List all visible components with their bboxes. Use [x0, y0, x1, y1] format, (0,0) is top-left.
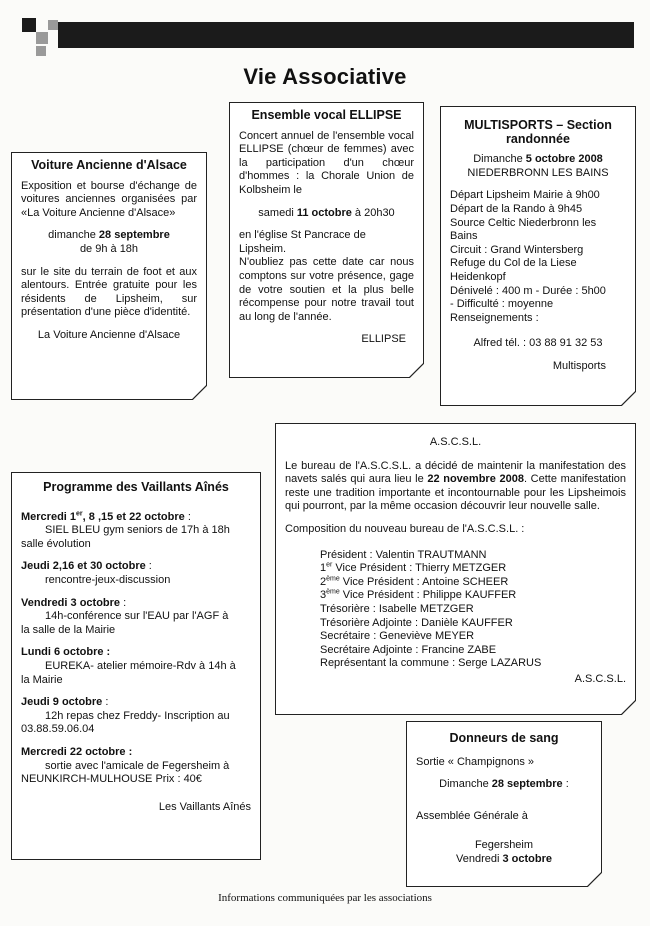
vaillants-title: Programme des Vaillants Aînés — [43, 480, 229, 494]
event-block: Mercredi 1er, 8 ,15 et 22 octobre : SIEL BLEU gym seniors de 17h à 18h salle évolution — [21, 509, 230, 550]
header-square-gray — [36, 32, 48, 44]
sang-outing: Sortie « Champignons » — [416, 755, 535, 768]
ascsl-intro: Le bureau de l'A.S.C.S.L. a décidé de maintenir la manifestation des navets salés qui aura lieu le 22 novembre 2008. Cette manifestation reste une tradition importante et incontournable pour les Lipsheimois qui pourront, par la même occasion découvrir leur nouvelle salle. — [285, 459, 627, 513]
member-line: Trésorière Adjointe : Danièle KAUFFER — [320, 616, 513, 629]
ellipse-notice — [229, 102, 424, 378]
ellipse-title: Ensemble vocal ELLIPSE — [251, 108, 402, 122]
page-title: Vie Associative — [243, 64, 407, 89]
multisports-details — [450, 189, 626, 325]
member-line: Secrétaire Adjointe : Francine ZABE — [320, 643, 497, 656]
detail-line: Dénivelé : 400 m - Durée : 5h00 — [450, 284, 606, 297]
multisports-title: MULTISPORTS – Section randonnée — [464, 118, 612, 146]
sang-place: Fegersheim — [474, 839, 534, 852]
detail-line: Refuge du Col de la Liese Heidenkopf — [450, 257, 577, 283]
multisports-place: NIEDERBRONN LES BAINS — [467, 166, 609, 179]
header-square-gray-3 — [36, 46, 46, 56]
member-line: 3ème Vice Président : Philippe KAUFFER — [320, 588, 517, 602]
sang-notice — [406, 721, 602, 887]
multisports-contact: Alfred tél. : 03 88 91 32 53 — [473, 337, 603, 350]
ellipse-signature: ELLIPSE — [361, 333, 406, 346]
voiture-intro: Exposition et bourse d'échange de voitures anciennes organisées par «La Voiture Ancienne d'Alsace» — [21, 179, 197, 219]
ascsl-title: A.S.C.S.L. — [429, 436, 482, 448]
page-fold-icon — [192, 385, 207, 400]
vaillants-signature: Les Vaillants Aînés — [158, 800, 251, 813]
event-block: Lundi 6 octobre : EUREKA- atelier mémoire-Rdv à 14h à la Mairie — [21, 646, 236, 686]
voiture-details: sur le site du terrain de foot et aux alentours. Entrée gratuite pour les résidents de Lipsheim, sur présentation d'une pièce d'identité. — [21, 265, 197, 319]
sang-assembly: Assemblée Générale à — [416, 809, 528, 822]
detail-line: Départ Lipsheim Mairie à 9h00 — [450, 189, 600, 202]
ellipse-date: samedi 11 octobre à 20h30 — [258, 206, 395, 219]
multisports-date: Dimanche 5 octobre 2008 — [473, 153, 603, 166]
header-bar — [58, 22, 634, 48]
vaillants-notice — [11, 472, 261, 860]
member-line: 2ème Vice Président : Antoine SCHEER — [320, 575, 509, 588]
detail-line: Circuit : Grand Wintersberg — [450, 243, 584, 256]
detail-line: Renseignements : — [450, 311, 539, 324]
voiture-time: de 9h à 18h — [79, 242, 139, 255]
detail-line: Départ de la Rando à 9h45 — [450, 202, 583, 215]
page-fold-icon — [587, 872, 602, 887]
voiture-date: dimanche 28 septembre — [48, 229, 170, 242]
footer-note: Informations communiquées par les associations — [218, 892, 432, 904]
member-line: Président : Valentin TRAUTMANN — [320, 548, 487, 561]
voiture-title: Voiture Ancienne d'Alsace — [31, 158, 187, 172]
member-line: Représentant la commune : Serge LAZARUS — [320, 657, 542, 670]
detail-line: - Difficulté : moyenne — [450, 298, 554, 311]
member-line: Secrétaire : Geneviève MEYER — [320, 630, 475, 643]
event-block: Jeudi 9 octobre : 12h repas chez Freddy- Inscription au 03.88.59.06.04 — [21, 696, 230, 736]
member-line: 1er Vice Président : Thierry METZGER — [320, 561, 507, 575]
detail-line: Source Celtic Niederbronn les Bains — [450, 216, 597, 243]
page-fold-icon — [621, 700, 636, 715]
ascsl-composition: Composition du nouveau bureau de l'A.S.C.S.L. : — [285, 522, 525, 535]
multisports-signature: Multisports — [552, 359, 606, 372]
page-fold-icon — [409, 363, 424, 378]
sang-date-2: Vendredi 3 octobre — [456, 852, 552, 865]
ellipse-message: N'oubliez pas cette date car nous comptons sur votre présence, gage de votre soutien et la plus belle récompense pour notre travail tout au long de l'année. — [239, 256, 414, 323]
member-line: Trésorière : Isabelle METZGER — [320, 602, 474, 615]
ascsl-members — [285, 549, 626, 671]
sang-title: Donneurs de sang — [449, 731, 559, 745]
event-block: Mercredi 22 octobre : sortie avec l'amicale de Fegersheim à NEUNKIRCH-MULHOUSE Prix : 40€ — [21, 745, 230, 786]
multisports-notice — [440, 106, 636, 406]
header-square-gray-2 — [48, 20, 58, 30]
event-block: Vendredi 3 octobre : 14h-conférence sur l'EAU par l'AGF à la salle de la Mairie — [21, 596, 229, 636]
header-square-dark — [22, 18, 36, 32]
voiture-notice — [11, 152, 207, 400]
event-block: Jeudi 2,16 et 30 octobre : rencontre-jeux-discussion — [21, 560, 171, 586]
ellipse-intro: Concert annuel de l'ensemble vocal ELLIPSE (chœur de femmes) avec la participation d'un chœur d'hommes : la Chorale Union de Kolbsheim le — [239, 129, 414, 196]
ellipse-venue: en l'église St Pancrace de Lipsheim. — [239, 229, 366, 255]
voiture-signature: La Voiture Ancienne d'Alsace — [37, 328, 181, 341]
page-fold-icon — [621, 391, 636, 406]
ascsl-notice — [275, 423, 636, 715]
ascsl-signature: A.S.C.S.L. — [574, 672, 626, 685]
sang-date: Dimanche 28 septembre : — [439, 778, 569, 791]
